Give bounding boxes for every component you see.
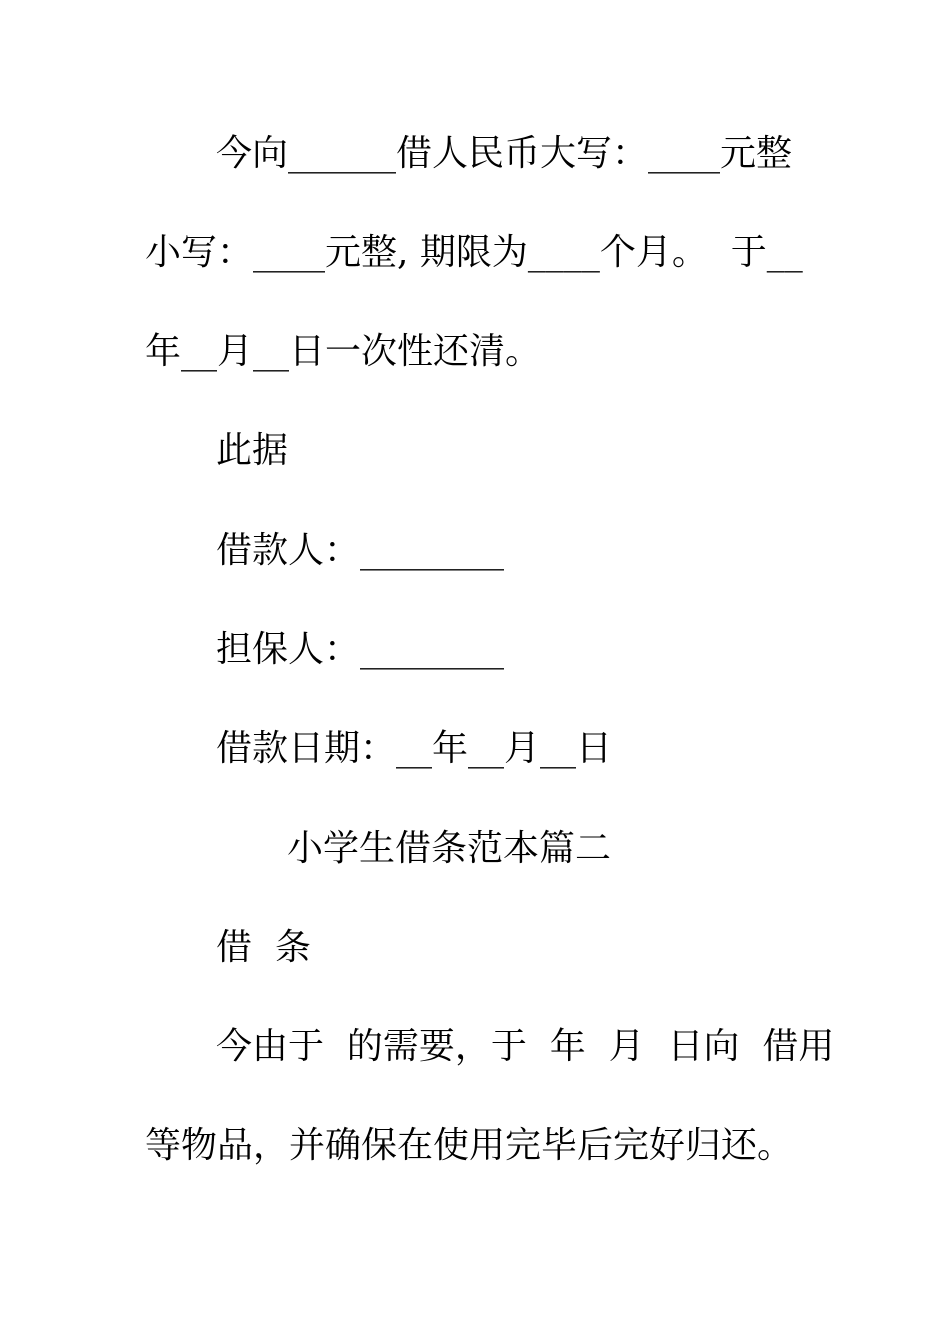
borrow-statement-line-1: 今由于 的需要，于 年 月 日向 借用 bbox=[216, 1026, 835, 1067]
guarantor-field: 担保人：________ bbox=[216, 629, 505, 670]
loan-statement-line-1: 今向______借人民币大写：____元整 bbox=[216, 133, 793, 174]
borrow-statement-line-2: 等物品，并确保在使用完毕后完好归还。 bbox=[145, 1125, 794, 1166]
loan-statement-line-2: 小写：____元整, 期限为____个月。 于__ bbox=[145, 232, 803, 273]
borrower-field: 借款人：________ bbox=[216, 530, 505, 571]
section-heading: 小学生借条范本篇二 bbox=[287, 828, 612, 869]
attestation-text: 此据 bbox=[216, 430, 289, 471]
loan-date-field: 借款日期：__年__月__日 bbox=[216, 728, 613, 769]
note-title: 借 条 bbox=[216, 927, 311, 968]
loan-statement-line-3: 年__月__日一次性还清。 bbox=[145, 331, 542, 372]
